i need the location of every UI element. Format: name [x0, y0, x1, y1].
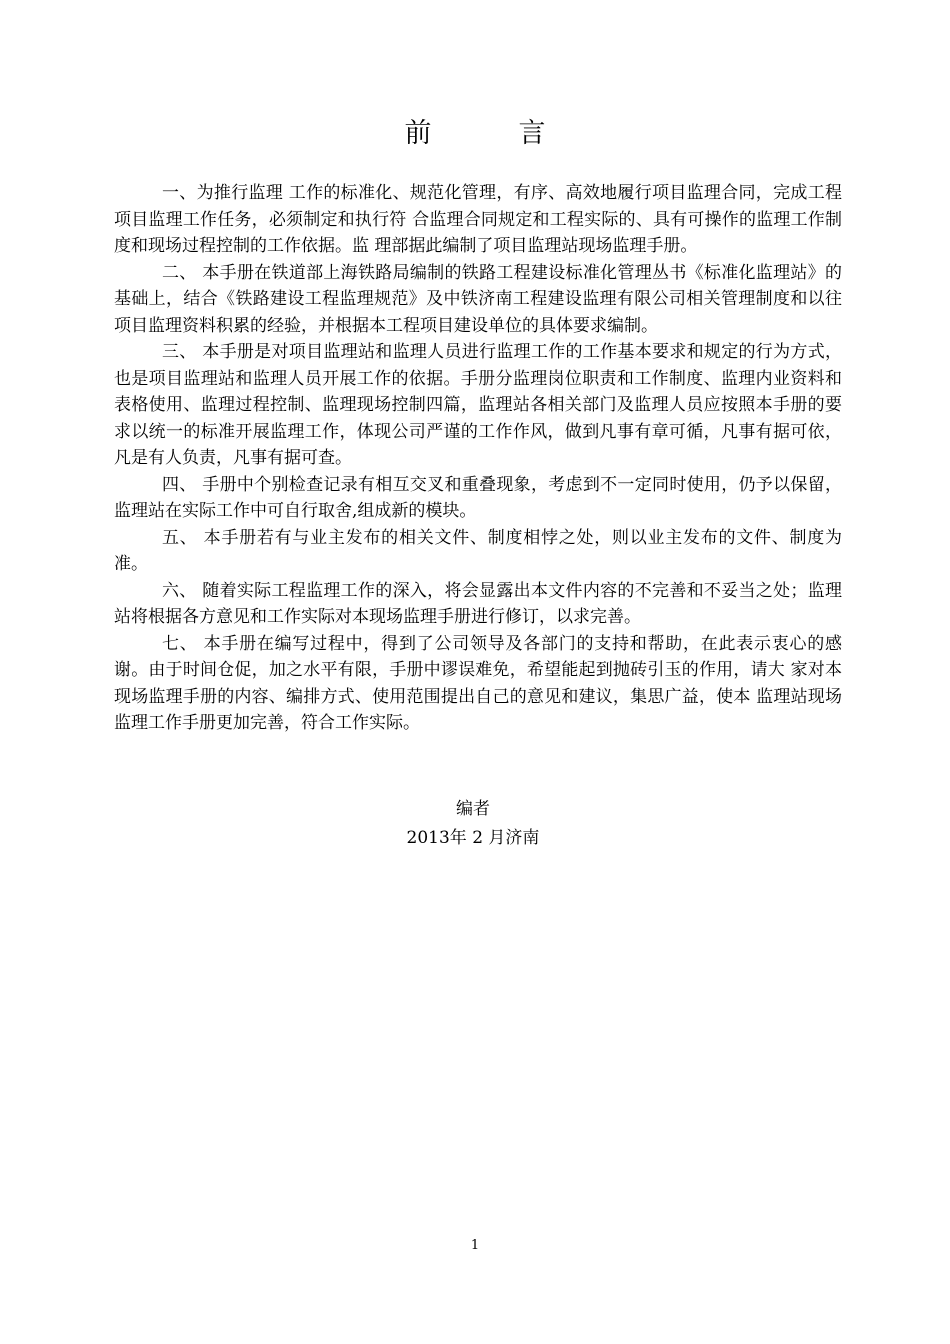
signature-author: 编者: [456, 799, 490, 819]
signature-date: 2013年 2 月济南: [406, 828, 540, 848]
paragraph-2: 二、 本手册在铁道部上海铁路局编制的铁路工程建设标准化管理丛书《标准化监理站》的基础上，结合《铁路建设工程监理规范》及中铁济南工程建设监理有限公司相关管理制度和以往项目监理资料积累的经验，并根据本工程项目建设单位的具体要求编制。: [114, 262, 842, 336]
paragraph-1: 一、为推行监理 工作的标准化、规范化管理，有序、高效地履行项目监理合同，完成工程项目监理工作任务，必须制定和执行符 合监理合同规定和工程实际的、具有可操作的监理工作制度和现场过程控制的工作依据。监 理部据此编制了项目监理站现场监理手册。: [114, 183, 842, 256]
page-title: 前 言: [404, 118, 576, 149]
paragraph-5: 五、 本手册若有与业主发布的相关文件、制度相悖之处，则以业主发布的文件、制度为准。: [114, 527, 842, 574]
paragraph-6: 六、 随着实际工程监理工作的深入，将会显露出本文件内容的不完善和不妥当之处；监理站将根据各方意见和工作实际对本现场监理手册进行修订，以求完善。: [114, 580, 842, 627]
page-number: 1: [470, 1238, 480, 1253]
paragraph-4: 四、 手册中个别检查记录有相互交叉和重叠现象，考虑到不一定同时使用，仍予以保留，监理站在实际工作中可自行取舍,组成新的模块。: [114, 474, 842, 521]
paragraph-3: 三、 本手册是对项目监理站和监理人员进行监理工作的工作基本要求和规定的行为方式，也是项目监理站和监理人员开展工作的依据。手册分监理岗位职责和工作制度、监理内业资料和表格使用、监理过程控制、监理现场控制四篇，监理站各相关部门及监理人员应按照本手册的要求以统一的标准开展监理工作，体现公司严谨的工作作风，做到凡事有章可循，凡事有据可依，凡是有人负责，凡事有据可查。: [114, 342, 842, 468]
paragraph-7: 七、 本手册在编写过程中，得到了公司领导及各部门的支持和帮助，在此表示衷心的感谢。由于时间仓促，加之水平有限，手册中谬误难免，希望能起到抛砖引玉的作用，请大 家对本现场监理手册的内容、编排方式、使用范围提出自己的意见和建议，集思广益，使本 监理站现场监理工作手册更加完善，符合工作实际。: [114, 633, 842, 733]
preface-body: [114, 180, 842, 737]
